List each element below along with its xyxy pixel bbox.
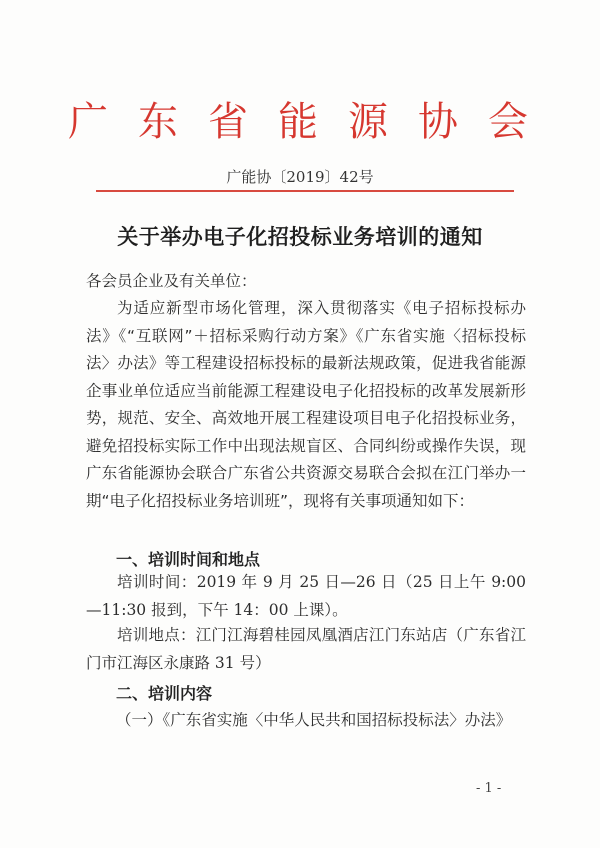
training-time: 培训时间：2019 年 9 月 25 日—26 日（25 日上午 9:00—11:30 报到，下午 14：00 上课）。 — [86, 573, 526, 619]
content-item-1: （一）《广东省实施〈中华人民共和国招标投标法〉办法》 — [116, 711, 512, 729]
section-heading-content: 二、培训内容 — [116, 684, 213, 703]
org-name-header: 广东省能源协会 — [68, 99, 558, 145]
section-heading-time-place: 一、培训时间和地点 — [116, 550, 261, 569]
notice-title: 关于举办电子化招投标业务培训的通知 — [117, 224, 483, 249]
page-number: - 1 - — [476, 781, 502, 796]
document-number: 广能协〔2019〕42号 — [226, 168, 374, 186]
red-divider-line — [96, 190, 514, 192]
salutation: 各会员企业及有关单位： — [86, 272, 257, 290]
training-place: 培训地点：江门江海碧桂园凤凰酒店江门东站店（广东省江门市江海区永康路 31 号） — [86, 626, 526, 672]
intro-paragraph: 为适应新型市场化管理，深入贯彻落实《电子招标投标办法》《“互联网”＋招标采购行动方案》《广东省实施〈招标投标法〉办法》等工程建设招标投标的最新法规政策，促进我省能源企事业单位适应当前能源工程建设电子化招投标的改革发展新形势，规范、安全、高效地开展工程建设项目电子化招投标业务，避免招投标实际工作中出现法规盲区、合同纠纷或操作失误，现广东省能源协会联合广东省公共资源交易联合会拟在江门举办一期“电子化招投标业务培训班”，现将有关事项通知如下： — [86, 299, 526, 510]
